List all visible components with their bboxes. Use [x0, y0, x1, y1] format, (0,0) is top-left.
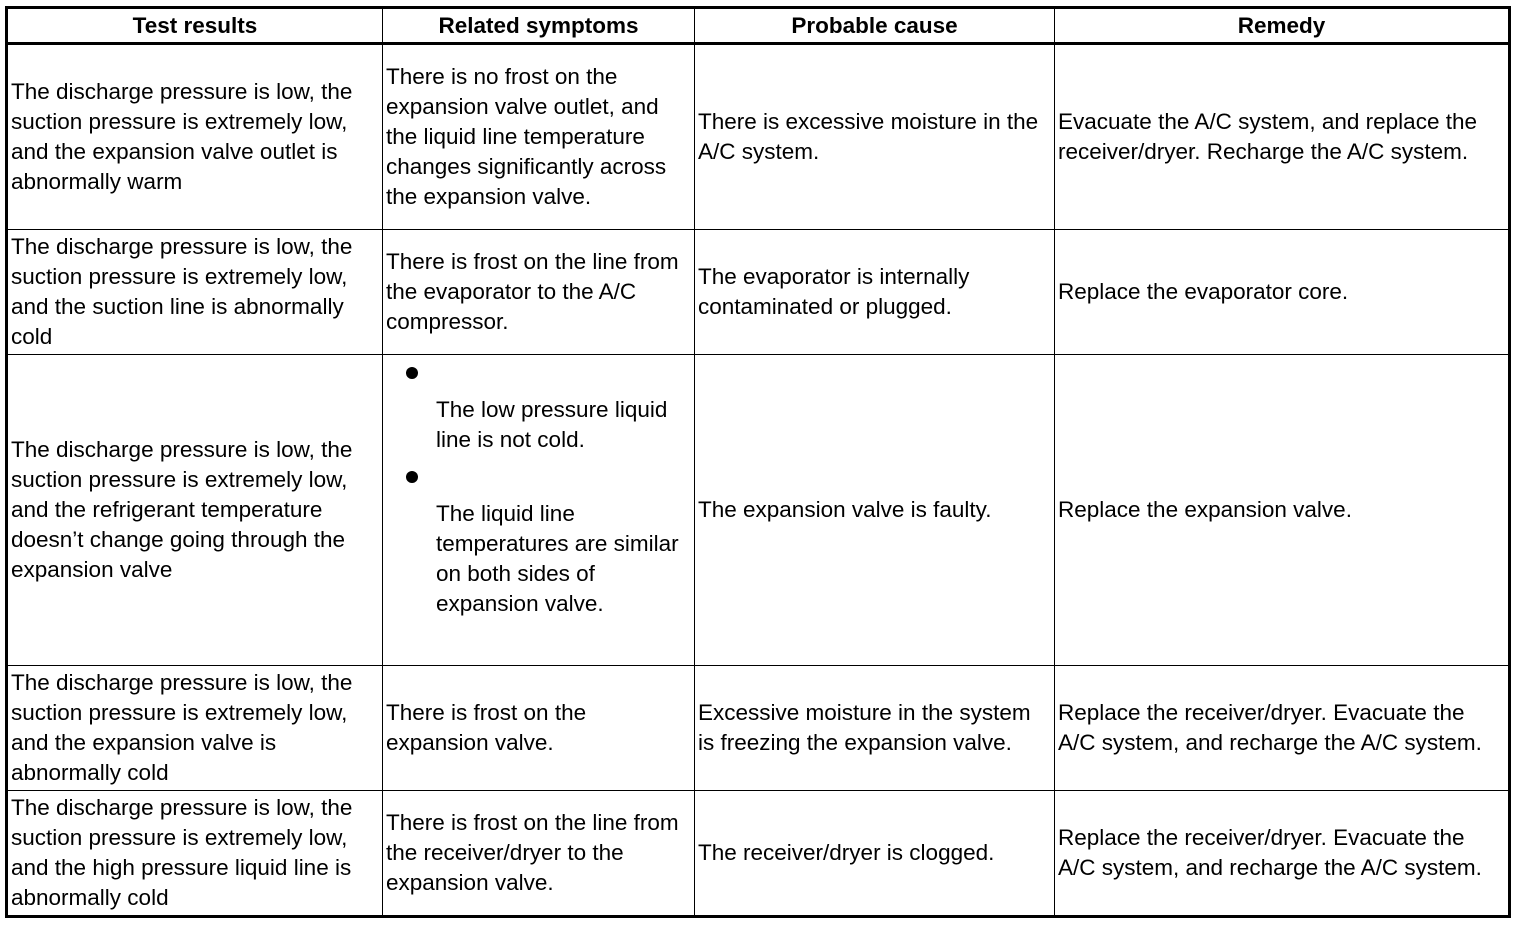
cell-remedy: Replace the receiver/dryer. Evacuate the A/C system, and recharge the A/C system. — [1055, 666, 1510, 791]
cell-remedy: Replace the evaporator core. — [1055, 230, 1510, 355]
cell-cause: The expansion valve is faulty. — [695, 355, 1055, 666]
cell-remedy: Evacuate the A/C system, and replace the receiver/dryer. Recharge the A/C system. — [1055, 44, 1510, 230]
table-row — [7, 791, 1510, 917]
list-item — [386, 459, 692, 619]
symptom-list — [386, 355, 692, 619]
header-row — [7, 8, 1510, 44]
diagnostic-table — [5, 6, 1511, 918]
cell-remedy: Replace the receiver/dryer. Evacuate the A/C system, and recharge the A/C system. — [1055, 791, 1510, 917]
cell-test-result: The discharge pressure is low, the suction pressure is extremely low, and the suction line is abnormally cold — [7, 230, 383, 355]
table-row — [7, 666, 1510, 791]
cell-symptoms: There is frost on the expansion valve. — [383, 666, 695, 791]
cell-cause: There is excessive moisture in the A/C system. — [695, 44, 1055, 230]
cell-test-result: The discharge pressure is low, the suction pressure is extremely low, and the expansion valve outlet is abnormally warm — [7, 44, 383, 230]
bullet-icon — [406, 471, 418, 483]
table-row — [7, 230, 1510, 355]
cell-test-result: The discharge pressure is low, the suction pressure is extremely low, and the high pressure liquid line is abnormally cold — [7, 791, 383, 917]
symptom-text: The low pressure liquid line is not cold. — [436, 397, 668, 452]
cell-symptoms — [383, 355, 695, 666]
cell-symptoms: There is frost on the line from the receiver/dryer to the expansion valve. — [383, 791, 695, 917]
cell-cause: Excessive moisture in the system is freezing the expansion valve. — [695, 666, 1055, 791]
cell-cause: The evaporator is internally contaminated or plugged. — [695, 230, 1055, 355]
bullet-icon — [406, 367, 418, 379]
cell-symptoms: There is no frost on the expansion valve outlet, and the liquid line temperature changes significantly across the expansion valve. — [383, 44, 695, 230]
cell-symptoms: There is frost on the line from the evaporator to the A/C compressor. — [383, 230, 695, 355]
table-row — [7, 355, 1510, 666]
header-test-results: Test results — [7, 8, 383, 44]
cell-remedy: Replace the expansion valve. — [1055, 355, 1510, 666]
table-row — [7, 44, 1510, 230]
header-probable-cause: Probable cause — [695, 8, 1055, 44]
cell-test-result: The discharge pressure is low, the suction pressure is extremely low, and the expansion valve is abnormally cold — [7, 666, 383, 791]
list-item — [386, 355, 692, 455]
cell-cause: The receiver/dryer is clogged. — [695, 791, 1055, 917]
symptom-text: The liquid line temperatures are similar on both sides of expansion valve. — [436, 501, 679, 616]
header-remedy: Remedy — [1055, 8, 1510, 44]
cell-test-result: The discharge pressure is low, the suction pressure is extremely low, and the refrigerant temperature doesn’t change going through the expansion valve — [7, 355, 383, 666]
header-related-symptoms: Related symptoms — [383, 8, 695, 44]
